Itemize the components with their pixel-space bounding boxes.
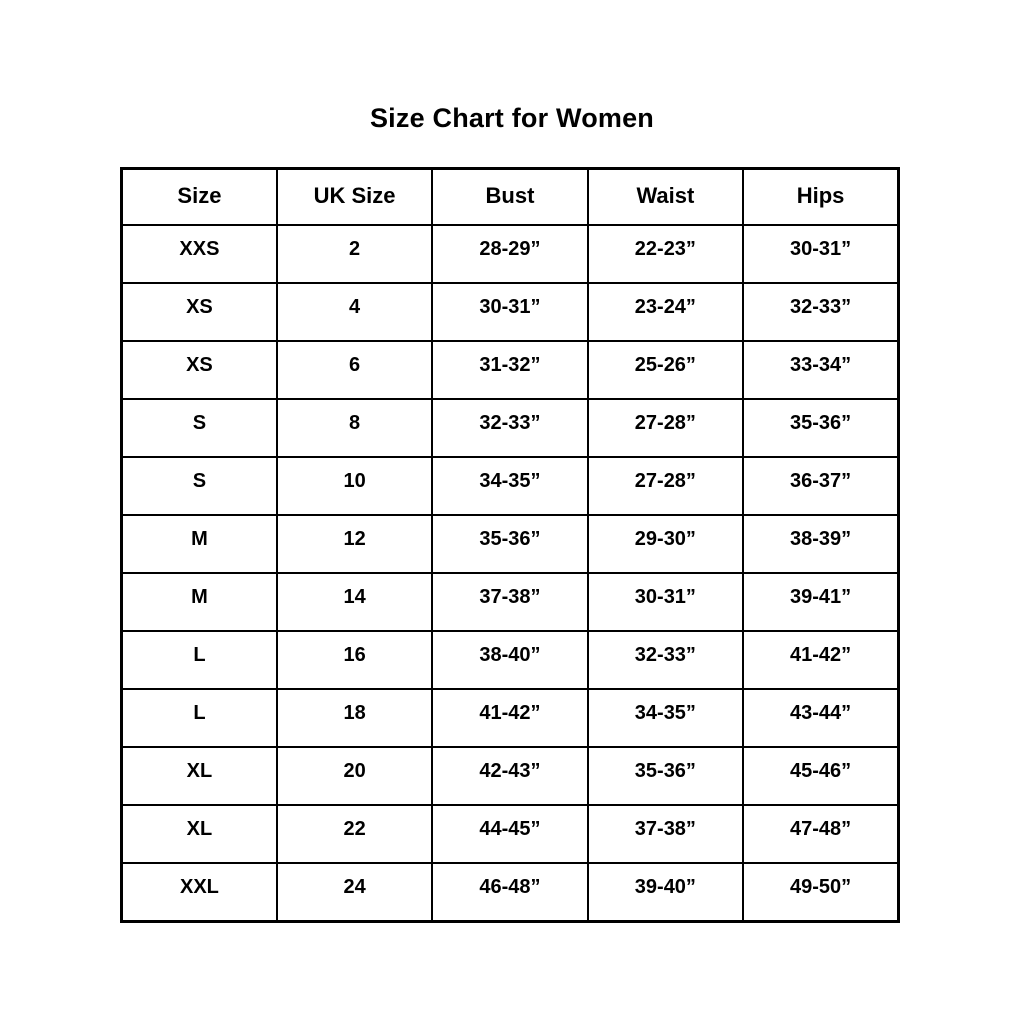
table-cell: XL: [122, 747, 277, 805]
table-cell: 36-37”: [743, 457, 898, 515]
table-cell: L: [122, 689, 277, 747]
table-cell: M: [122, 515, 277, 573]
table-cell: 14: [277, 573, 432, 631]
table-cell: 30-31”: [743, 225, 898, 283]
table-cell: XXS: [122, 225, 277, 283]
column-header-size: Size: [122, 169, 277, 226]
table-cell: 4: [277, 283, 432, 341]
table-cell: M: [122, 573, 277, 631]
table-cell: 25-26”: [588, 341, 743, 399]
table-row: [122, 399, 899, 457]
table-cell: L: [122, 631, 277, 689]
table-row: [122, 225, 899, 283]
table-body: [122, 225, 899, 922]
table-cell: 12: [277, 515, 432, 573]
table-cell: 45-46”: [743, 747, 898, 805]
table-cell: 28-29”: [432, 225, 587, 283]
table-cell: 46-48”: [432, 863, 587, 922]
table-row: [122, 747, 899, 805]
table-cell: 30-31”: [432, 283, 587, 341]
page-title: Size Chart for Women: [369, 103, 655, 133]
table-row: [122, 341, 899, 399]
table-cell: 34-35”: [588, 689, 743, 747]
table-cell: XL: [122, 805, 277, 863]
table-cell: 16: [277, 631, 432, 689]
table-cell: 18: [277, 689, 432, 747]
table-row: [122, 631, 899, 689]
table-cell: 41-42”: [432, 689, 587, 747]
size-chart-table: [120, 167, 900, 923]
table-cell: 23-24”: [588, 283, 743, 341]
table-cell: 47-48”: [743, 805, 898, 863]
table-header-row: [122, 169, 899, 226]
table-cell: XXL: [122, 863, 277, 922]
table-cell: 38-40”: [432, 631, 587, 689]
table-cell: 49-50”: [743, 863, 898, 922]
table-cell: 32-33”: [432, 399, 587, 457]
table-cell: 27-28”: [588, 457, 743, 515]
table-cell: 6: [277, 341, 432, 399]
table-cell: XS: [122, 341, 277, 399]
table-cell: 37-38”: [588, 805, 743, 863]
table-cell: 35-36”: [432, 515, 587, 573]
table-cell: S: [122, 457, 277, 515]
table-cell: 33-34”: [743, 341, 898, 399]
table-row: [122, 689, 899, 747]
table-cell: 31-32”: [432, 341, 587, 399]
table-cell: 20: [277, 747, 432, 805]
table-cell: 34-35”: [432, 457, 587, 515]
table-cell: 37-38”: [432, 573, 587, 631]
table-cell: 27-28”: [588, 399, 743, 457]
table-cell: 29-30”: [588, 515, 743, 573]
table-cell: 2: [277, 225, 432, 283]
table-header: [122, 169, 899, 226]
table-cell: 24: [277, 863, 432, 922]
column-header-bust: Bust: [432, 169, 587, 226]
table-cell: 39-41”: [743, 573, 898, 631]
table-cell: 39-40”: [588, 863, 743, 922]
table-cell: 35-36”: [743, 399, 898, 457]
table-cell: XS: [122, 283, 277, 341]
table-cell: 22-23”: [588, 225, 743, 283]
table-row: [122, 283, 899, 341]
table-cell: 38-39”: [743, 515, 898, 573]
column-header-waist: Waist: [588, 169, 743, 226]
table-cell: 44-45”: [432, 805, 587, 863]
table-cell: 41-42”: [743, 631, 898, 689]
column-header-hips: Hips: [743, 169, 898, 226]
table-row: [122, 515, 899, 573]
table-cell: 32-33”: [743, 283, 898, 341]
table-row: [122, 805, 899, 863]
column-header-uk-size: UK Size: [277, 169, 432, 226]
table-cell: 30-31”: [588, 573, 743, 631]
table-cell: 10: [277, 457, 432, 515]
table-cell: 42-43”: [432, 747, 587, 805]
table-row: [122, 457, 899, 515]
table-row: [122, 573, 899, 631]
table-cell: 32-33”: [588, 631, 743, 689]
table-cell: 35-36”: [588, 747, 743, 805]
table-cell: S: [122, 399, 277, 457]
table-cell: 8: [277, 399, 432, 457]
table-cell: 43-44”: [743, 689, 898, 747]
table-cell: 22: [277, 805, 432, 863]
table-row: [122, 863, 899, 922]
